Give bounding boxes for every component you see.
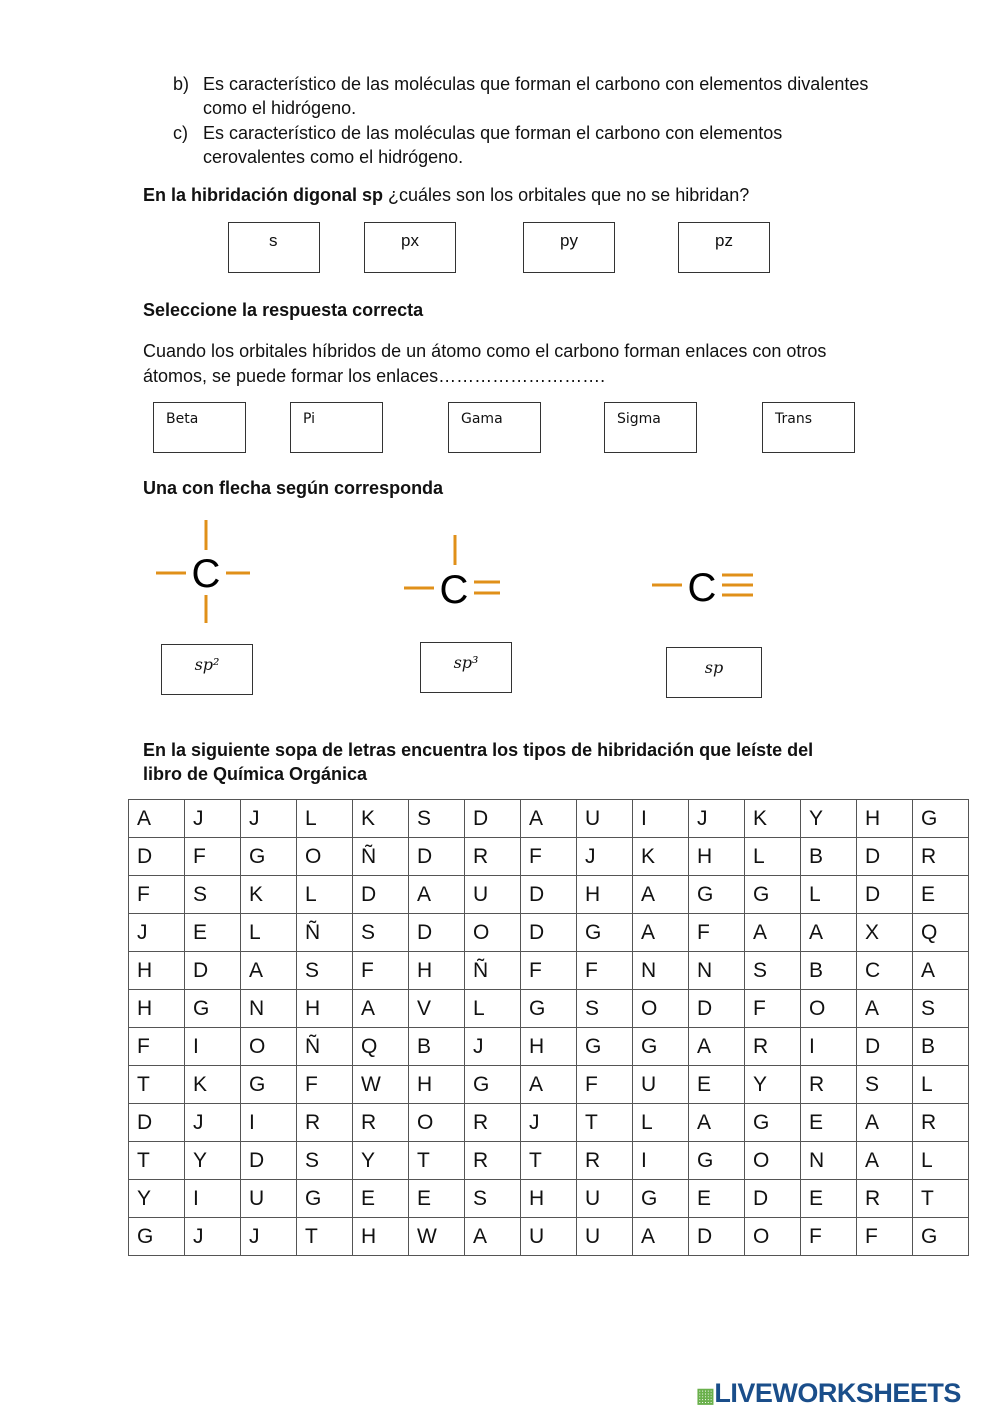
- grid-cell[interactable]: G: [241, 1066, 297, 1104]
- grid-row: [129, 952, 969, 990]
- hybrid-label: sp: [704, 658, 724, 677]
- grid-cell[interactable]: J: [577, 838, 633, 876]
- grid-cell[interactable]: A: [857, 1104, 913, 1142]
- grid-cell[interactable]: A: [521, 800, 577, 838]
- grid-cell[interactable]: O: [633, 990, 689, 1028]
- grid-cell[interactable]: F: [689, 914, 745, 952]
- choice-label: Beta: [166, 411, 199, 427]
- grid-cell[interactable]: I: [185, 1180, 241, 1218]
- grid-row: [129, 1180, 969, 1218]
- grid-cell[interactable]: R: [465, 838, 521, 876]
- choice-s[interactable]: [228, 222, 320, 273]
- grid-cell[interactable]: J: [521, 1104, 577, 1142]
- question-2-text: Cuando los orbitales híbridos de un átomo como el carbono forman enlaces con otros átomos, se puede formar los enlaces……………………….: [143, 341, 827, 386]
- grid-cell[interactable]: H: [689, 838, 745, 876]
- grid-cell[interactable]: J: [465, 1028, 521, 1066]
- grid-cell[interactable]: Q: [913, 914, 969, 952]
- grid-cell[interactable]: G: [297, 1180, 353, 1218]
- choice-label: Pi: [303, 411, 316, 427]
- hybrid-label: sp²: [194, 655, 220, 674]
- label-sp[interactable]: [666, 647, 762, 698]
- choice-pz[interactable]: [678, 222, 770, 273]
- grid-cell[interactable]: L: [241, 914, 297, 952]
- grid-cell[interactable]: E: [689, 1066, 745, 1104]
- grid-cell[interactable]: E: [185, 914, 241, 952]
- grid-cell[interactable]: S: [913, 990, 969, 1028]
- choice-label: Trans: [775, 411, 812, 427]
- grid-cell[interactable]: Ñ: [297, 914, 353, 952]
- grid-cell[interactable]: D: [521, 914, 577, 952]
- grid-cell[interactable]: F: [185, 838, 241, 876]
- grid-cell[interactable]: S: [353, 914, 409, 952]
- grid-cell[interactable]: R: [801, 1066, 857, 1104]
- grid-row: [129, 876, 969, 914]
- grid-cell[interactable]: L: [913, 1142, 969, 1180]
- grid-cell[interactable]: R: [465, 1104, 521, 1142]
- grid-cell[interactable]: D: [857, 876, 913, 914]
- grid-cell[interactable]: A: [633, 876, 689, 914]
- grid-cell[interactable]: N: [633, 952, 689, 990]
- grid-cell[interactable]: L: [633, 1104, 689, 1142]
- grid-cell[interactable]: U: [633, 1066, 689, 1104]
- grid-cell[interactable]: S: [465, 1180, 521, 1218]
- grid-cell[interactable]: H: [353, 1218, 409, 1256]
- grid-cell[interactable]: I: [185, 1028, 241, 1066]
- grid-cell[interactable]: G: [521, 990, 577, 1028]
- grid-cell[interactable]: F: [129, 876, 185, 914]
- grid-row: [129, 1104, 969, 1142]
- grid-cell[interactable]: H: [521, 1028, 577, 1066]
- carbon-atom: C: [191, 552, 221, 596]
- grid-cell[interactable]: G: [465, 1066, 521, 1104]
- grid-cell[interactable]: J: [185, 1218, 241, 1256]
- grid-cell[interactable]: G: [689, 876, 745, 914]
- grid-cell[interactable]: L: [465, 990, 521, 1028]
- grid-cell[interactable]: H: [521, 1180, 577, 1218]
- grid-row: [129, 1066, 969, 1104]
- grid-cell[interactable]: A: [241, 952, 297, 990]
- grid-cell[interactable]: A: [129, 800, 185, 838]
- grid-cell[interactable]: L: [913, 1066, 969, 1104]
- choice-pi[interactable]: [290, 402, 383, 453]
- grid-cell[interactable]: N: [801, 1142, 857, 1180]
- grid-cell[interactable]: D: [185, 952, 241, 990]
- grid-cell[interactable]: H: [129, 952, 185, 990]
- grid-row: [129, 838, 969, 876]
- grid-cell[interactable]: K: [185, 1066, 241, 1104]
- grid-cell[interactable]: L: [297, 800, 353, 838]
- grid-cell[interactable]: R: [913, 838, 969, 876]
- hybrid-label: sp³: [453, 653, 479, 672]
- grid-cell[interactable]: T: [913, 1180, 969, 1218]
- choice-label: Sigma: [617, 411, 661, 427]
- grid-cell[interactable]: O: [745, 1142, 801, 1180]
- grid-cell[interactable]: E: [689, 1180, 745, 1218]
- grid-cell[interactable]: L: [801, 876, 857, 914]
- grid-cell[interactable]: A: [353, 990, 409, 1028]
- grid-cell[interactable]: D: [857, 838, 913, 876]
- grid-cell[interactable]: X: [857, 914, 913, 952]
- grid-cell[interactable]: A: [857, 1142, 913, 1180]
- grid-cell[interactable]: R: [577, 1142, 633, 1180]
- grid-cell[interactable]: I: [801, 1028, 857, 1066]
- grid-cell[interactable]: E: [801, 1180, 857, 1218]
- grid-cell[interactable]: T: [521, 1142, 577, 1180]
- choice-label: Gama: [461, 411, 503, 427]
- grid-cell[interactable]: G: [577, 914, 633, 952]
- grid-cell[interactable]: U: [241, 1180, 297, 1218]
- grid-cell[interactable]: G: [129, 1218, 185, 1256]
- grid-cell[interactable]: T: [577, 1104, 633, 1142]
- grid-cell[interactable]: T: [129, 1142, 185, 1180]
- grid-cell[interactable]: D: [521, 876, 577, 914]
- grid-cell[interactable]: U: [577, 800, 633, 838]
- grid-cell[interactable]: F: [353, 952, 409, 990]
- grid-cell[interactable]: D: [129, 1104, 185, 1142]
- grid-cell[interactable]: O: [745, 1218, 801, 1256]
- grid-cell[interactable]: G: [633, 1180, 689, 1218]
- choice-px[interactable]: [364, 222, 456, 273]
- carbon-atom: C: [687, 566, 717, 610]
- carbon-triple-bond-diagram[interactable]: [646, 555, 761, 615]
- grid-cell[interactable]: D: [353, 876, 409, 914]
- choice-sigma[interactable]: [604, 402, 697, 453]
- grid-cell[interactable]: G: [633, 1028, 689, 1066]
- grid-cell[interactable]: F: [577, 1066, 633, 1104]
- label-sp3[interactable]: [420, 642, 512, 693]
- word-search-grid: [128, 799, 969, 1256]
- grid-cell[interactable]: B: [801, 952, 857, 990]
- grid-cell[interactable]: H: [297, 990, 353, 1028]
- grid-cell[interactable]: F: [521, 838, 577, 876]
- grid-cell[interactable]: D: [857, 1028, 913, 1066]
- question-1-bold: En la hibridación digonal sp: [143, 185, 384, 205]
- grid-cell[interactable]: Ñ: [297, 1028, 353, 1066]
- grid-cell[interactable]: E: [801, 1104, 857, 1142]
- grid-cell[interactable]: S: [297, 952, 353, 990]
- grid-cell[interactable]: C: [857, 952, 913, 990]
- grid-cell[interactable]: D: [465, 800, 521, 838]
- grid-cell[interactable]: Y: [129, 1180, 185, 1218]
- grid-cell[interactable]: S: [185, 876, 241, 914]
- grid-cell[interactable]: G: [185, 990, 241, 1028]
- grid-cell[interactable]: R: [745, 1028, 801, 1066]
- question-1: [143, 185, 749, 206]
- grid-cell[interactable]: Ñ: [353, 838, 409, 876]
- grid-cell[interactable]: F: [801, 1218, 857, 1256]
- grid-row: [129, 1218, 969, 1256]
- grid-cell[interactable]: D: [409, 838, 465, 876]
- choice-label: py: [560, 231, 578, 250]
- grid-row: [129, 990, 969, 1028]
- choice-gama[interactable]: [448, 402, 541, 453]
- grid-cell[interactable]: G: [689, 1142, 745, 1180]
- grid-cell[interactable]: E: [913, 876, 969, 914]
- grid-cell[interactable]: G: [913, 1218, 969, 1256]
- grid-cell[interactable]: F: [577, 952, 633, 990]
- grid-cell[interactable]: N: [689, 952, 745, 990]
- grid-cell[interactable]: Q: [353, 1028, 409, 1066]
- grid-cell[interactable]: S: [297, 1142, 353, 1180]
- option-text: Es característico de las moléculas que forman el carbono con elementos divalentes como el hidrógeno.: [203, 74, 869, 118]
- option-label: c): [173, 123, 188, 143]
- grid-row: [129, 1028, 969, 1066]
- grid-cell[interactable]: R: [297, 1104, 353, 1142]
- grid-cell[interactable]: D: [745, 1180, 801, 1218]
- grid-cell[interactable]: O: [801, 990, 857, 1028]
- grid-cell[interactable]: T: [129, 1066, 185, 1104]
- grid-cell[interactable]: B: [913, 1028, 969, 1066]
- grid-cell[interactable]: H: [409, 952, 465, 990]
- grid-cell[interactable]: O: [297, 838, 353, 876]
- grid-cell[interactable]: Y: [353, 1142, 409, 1180]
- grid-row: [129, 800, 969, 838]
- grid-cell[interactable]: B: [801, 838, 857, 876]
- grid-cell[interactable]: A: [689, 1104, 745, 1142]
- grid-cell[interactable]: L: [297, 876, 353, 914]
- grid-cell[interactable]: B: [409, 1028, 465, 1066]
- grid-cell[interactable]: A: [465, 1218, 521, 1256]
- grid-cell[interactable]: E: [353, 1180, 409, 1218]
- grid-cell[interactable]: F: [857, 1218, 913, 1256]
- grid-cell[interactable]: J: [241, 800, 297, 838]
- grid-cell[interactable]: D: [241, 1142, 297, 1180]
- grid-row: [129, 1142, 969, 1180]
- grid-cell[interactable]: O: [465, 914, 521, 952]
- grid-cell[interactable]: I: [633, 800, 689, 838]
- grid-cell[interactable]: T: [297, 1218, 353, 1256]
- grid-cell[interactable]: A: [633, 914, 689, 952]
- grid-cell[interactable]: Ñ: [465, 952, 521, 990]
- grid-cell[interactable]: J: [185, 1104, 241, 1142]
- grid-cell[interactable]: R: [353, 1104, 409, 1142]
- grid-cell[interactable]: G: [241, 838, 297, 876]
- grid-cell[interactable]: G: [577, 1028, 633, 1066]
- grid-cell[interactable]: G: [913, 800, 969, 838]
- carbon-double-bond-diagram[interactable]: [398, 530, 508, 610]
- grid-cell[interactable]: K: [241, 876, 297, 914]
- grid-cell[interactable]: A: [745, 914, 801, 952]
- grid-cell[interactable]: J: [185, 800, 241, 838]
- grid-cell[interactable]: D: [409, 914, 465, 952]
- grid-cell[interactable]: W: [409, 1218, 465, 1256]
- grid-cell[interactable]: R: [857, 1180, 913, 1218]
- grid-cell[interactable]: S: [577, 990, 633, 1028]
- carbon-single-bonds-diagram[interactable]: [150, 515, 260, 630]
- grid-cell[interactable]: S: [745, 952, 801, 990]
- grid-cell[interactable]: I: [241, 1104, 297, 1142]
- grid-cell[interactable]: J: [129, 914, 185, 952]
- choice-label: s: [269, 231, 278, 250]
- grid-cell[interactable]: A: [689, 1028, 745, 1066]
- logo-text: LIVEWORKSHEETS: [714, 1378, 961, 1408]
- grid-cell[interactable]: N: [241, 990, 297, 1028]
- option-label: b): [173, 74, 190, 94]
- grid-cell[interactable]: R: [465, 1142, 521, 1180]
- grid-cell[interactable]: S: [409, 800, 465, 838]
- choice-trans[interactable]: [762, 402, 855, 453]
- grid-cell[interactable]: R: [913, 1104, 969, 1142]
- grid-cell[interactable]: F: [129, 1028, 185, 1066]
- grid-cell[interactable]: K: [353, 800, 409, 838]
- grid-cell[interactable]: O: [241, 1028, 297, 1066]
- grid-cell[interactable]: Y: [185, 1142, 241, 1180]
- question-2-title: Seleccione la respuesta correcta: [143, 300, 424, 320]
- grid-cell[interactable]: U: [521, 1218, 577, 1256]
- grid-cell[interactable]: U: [465, 876, 521, 914]
- grid-cell[interactable]: D: [689, 1218, 745, 1256]
- question-1-text: ¿cuáles son los orbitales que no se hibridan?: [383, 185, 750, 205]
- grid-cell[interactable]: A: [857, 990, 913, 1028]
- grid-cell[interactable]: F: [521, 952, 577, 990]
- choice-beta[interactable]: [153, 402, 246, 453]
- grid-cell[interactable]: W: [353, 1066, 409, 1104]
- label-sp2[interactable]: [161, 644, 253, 695]
- grid-cell[interactable]: H: [409, 1066, 465, 1104]
- grid-cell[interactable]: E: [409, 1180, 465, 1218]
- carbon-atom: C: [439, 568, 469, 610]
- grid-cell[interactable]: G: [745, 876, 801, 914]
- grid-cell[interactable]: G: [745, 1104, 801, 1142]
- choice-py[interactable]: [523, 222, 615, 273]
- grid-cell[interactable]: J: [241, 1218, 297, 1256]
- grid-cell[interactable]: F: [745, 990, 801, 1028]
- grid-cell[interactable]: A: [521, 1066, 577, 1104]
- question-3-title: Una con flecha según corresponda: [143, 478, 444, 498]
- option-text: Es característico de las moléculas que forman el carbono con elementos cerovalentes como el hidrógeno.: [203, 123, 783, 167]
- grid-cell[interactable]: A: [913, 952, 969, 990]
- choice-label: pz: [715, 231, 733, 250]
- grid-cell[interactable]: U: [577, 1180, 633, 1218]
- grid-cell[interactable]: T: [409, 1142, 465, 1180]
- grid-cell[interactable]: K: [745, 800, 801, 838]
- grid-cell[interactable]: Y: [801, 800, 857, 838]
- grid-cell[interactable]: S: [857, 1066, 913, 1104]
- grid-cell[interactable]: U: [577, 1218, 633, 1256]
- question-4-title: En la siguiente sopa de letras encuentra los tipos de hibridación que leíste del libro de Química Orgánica: [143, 740, 814, 784]
- grid-cell[interactable]: D: [689, 990, 745, 1028]
- grid-cell[interactable]: H: [857, 800, 913, 838]
- grid-cell[interactable]: J: [689, 800, 745, 838]
- liveworksheets-logo: ▦LIVEWORKSHEETS: [696, 1378, 961, 1408]
- grid-row: [129, 914, 969, 952]
- grid-cell[interactable]: F: [297, 1066, 353, 1104]
- choice-label: px: [401, 231, 419, 250]
- grid-cell[interactable]: O: [409, 1104, 465, 1142]
- grid-cell[interactable]: A: [633, 1218, 689, 1256]
- grid-cell[interactable]: D: [129, 838, 185, 876]
- grid-cell[interactable]: V: [409, 990, 465, 1028]
- grid-cell[interactable]: A: [801, 914, 857, 952]
- grid-cell[interactable]: H: [577, 876, 633, 914]
- grid-cell[interactable]: H: [129, 990, 185, 1028]
- grid-cell[interactable]: I: [633, 1142, 689, 1180]
- grid-cell[interactable]: L: [745, 838, 801, 876]
- grid-cell[interactable]: K: [633, 838, 689, 876]
- grid-cell[interactable]: Y: [745, 1066, 801, 1104]
- grid-cell[interactable]: A: [409, 876, 465, 914]
